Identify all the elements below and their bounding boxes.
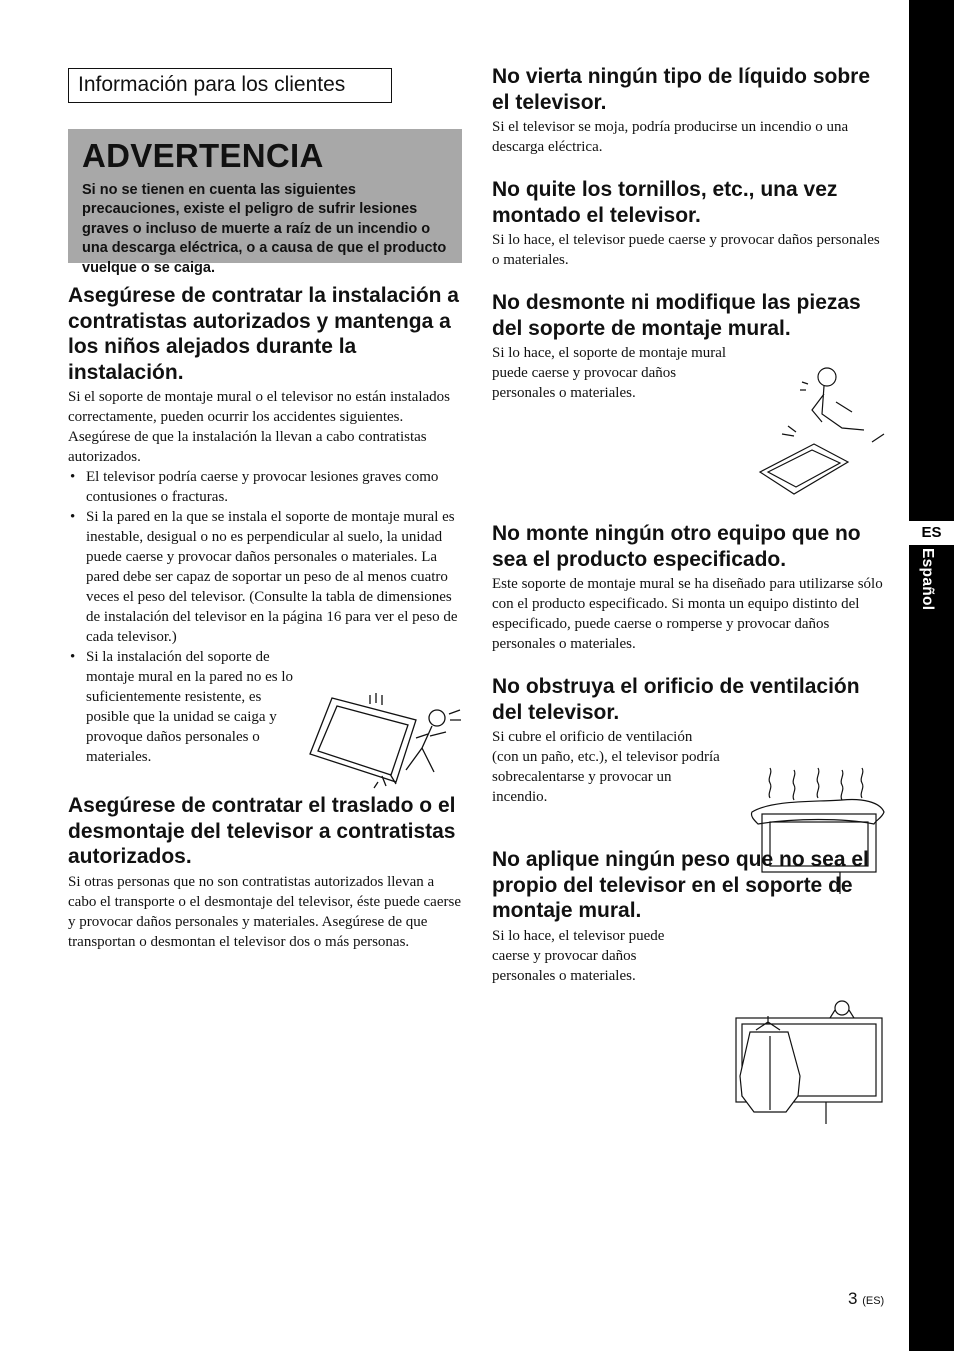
warning-box [68, 129, 462, 276]
section-text-weight: Si lo hace, el televisor puede caerse y provocar daños personales o materiales. [492, 927, 665, 984]
list-item: • El televisor podría caerse y provocar lesiones graves como contusiones o fracturas. [68, 467, 462, 507]
section-heading-liquid: No vierta ningún tipo de líquido sobre el televisor. [492, 65, 870, 114]
disassembly-illustration [752, 362, 892, 502]
language-name-label: Español [919, 548, 936, 611]
language-code-label: ES [909, 521, 954, 545]
side-language-tab [909, 0, 954, 1351]
section-heading-weight: No aplique ningún peso que no sea el propio del televisor en el soporte de montaje mural. [492, 848, 869, 922]
page-number [848, 1289, 884, 1309]
section-heading-other-equipment: No monte ningún otro equipo que no sea el producto especificado. [492, 522, 861, 571]
warning-text: Si no se tienen en cuenta las siguientes precauciones, existe el peligro de sufrir lesiones graves o incluso de muerte a raíz de un incendio o una descarga eléctrica, o a causa de que el producto vuelque o se caiga. [82, 182, 447, 276]
falling-tv-illustration [304, 690, 464, 790]
covered-tv-illustration [750, 764, 890, 896]
coat-on-tv-illustration [730, 996, 890, 1126]
section-heading-installation: Asegúrese de contratar la instalación a contratistas autorizados y mantenga a los niños alejados durante la instalación. [68, 284, 459, 384]
left-column [68, 68, 462, 952]
page-number-value: 3 [848, 1289, 858, 1308]
section-text-ventilation: Si cubre el orificio de ventilación (con un paño, etc.), el televisor podría sobrecalentarse y provocar un incendio. [492, 729, 720, 805]
page-number-suffix: (ES) [862, 1295, 885, 1307]
warning-title: ADVERTENCIA [82, 137, 324, 174]
section-text-transport: Si otras personas que no son contratistas autorizados llevan a cabo el transporte o el desmontaje del televisor, éste puede caerse y provocar daños personales y materiales. Asegúrese de que transportan o desmontan el televisor dos o más personas. [68, 873, 461, 950]
list-item: • Si la pared en la que se instala el soporte de montaje mural es inestable, desigual o no es perpendicular al suelo, la unidad puede caerse y provocar daños personales o materiales. La pared debe ser capaz de soportar un peso de al menos cuatro veces el peso del televisor. (Consulte la tabla de dimensiones de instalación del televisor en la página 16 para ver el peso de cada televisor.) [68, 507, 462, 647]
section-heading-ventilation: No obstruya el orificio de ventilación del televisor. [492, 675, 860, 724]
section-text-other-equipment: Este soporte de montaje mural se ha diseñado para utilizarse sólo con el producto especificado. Si monta un equipo distinto del especificado, puede caerse o romperse y provocar daños personales o materiales. [492, 576, 883, 652]
section-header-box: Información para los clientes [68, 68, 392, 103]
section-heading-disassemble: No desmonte ni modifique las piezas del soporte de montaje mural. [492, 291, 861, 340]
section-text-liquid: Si el televisor se moja, podría producirse un incendio o una descarga eléctrica. [492, 119, 849, 155]
section-heading-screws: No quite los tornillos, etc., una vez montado el televisor. [492, 178, 838, 227]
section-heading-transport: Asegúrese de contratar el traslado o el desmontaje del televisor a contratistas autorizados. [68, 794, 456, 868]
section-text-installation: Si el soporte de montaje mural o el televisor no están instalados correctamente, pueden ocurrir los accidentes siguientes. Asegúrese de que la instalación la llevan a cabo contratistas autorizados. [68, 389, 450, 465]
section-text-disassemble: Si lo hace, el soporte de montaje mural puede caerse y provocar daños personales o materiales. [492, 345, 727, 401]
list-item: • Si la instalación del soporte de montaje mural en la pared no es lo suficientemente resistente, es posible que la unidad se caiga y provoque daños personales o materiales. [68, 647, 298, 767]
section-text-screws: Si lo hace, el televisor puede caerse y provocar daños personales o materiales. [492, 232, 880, 268]
